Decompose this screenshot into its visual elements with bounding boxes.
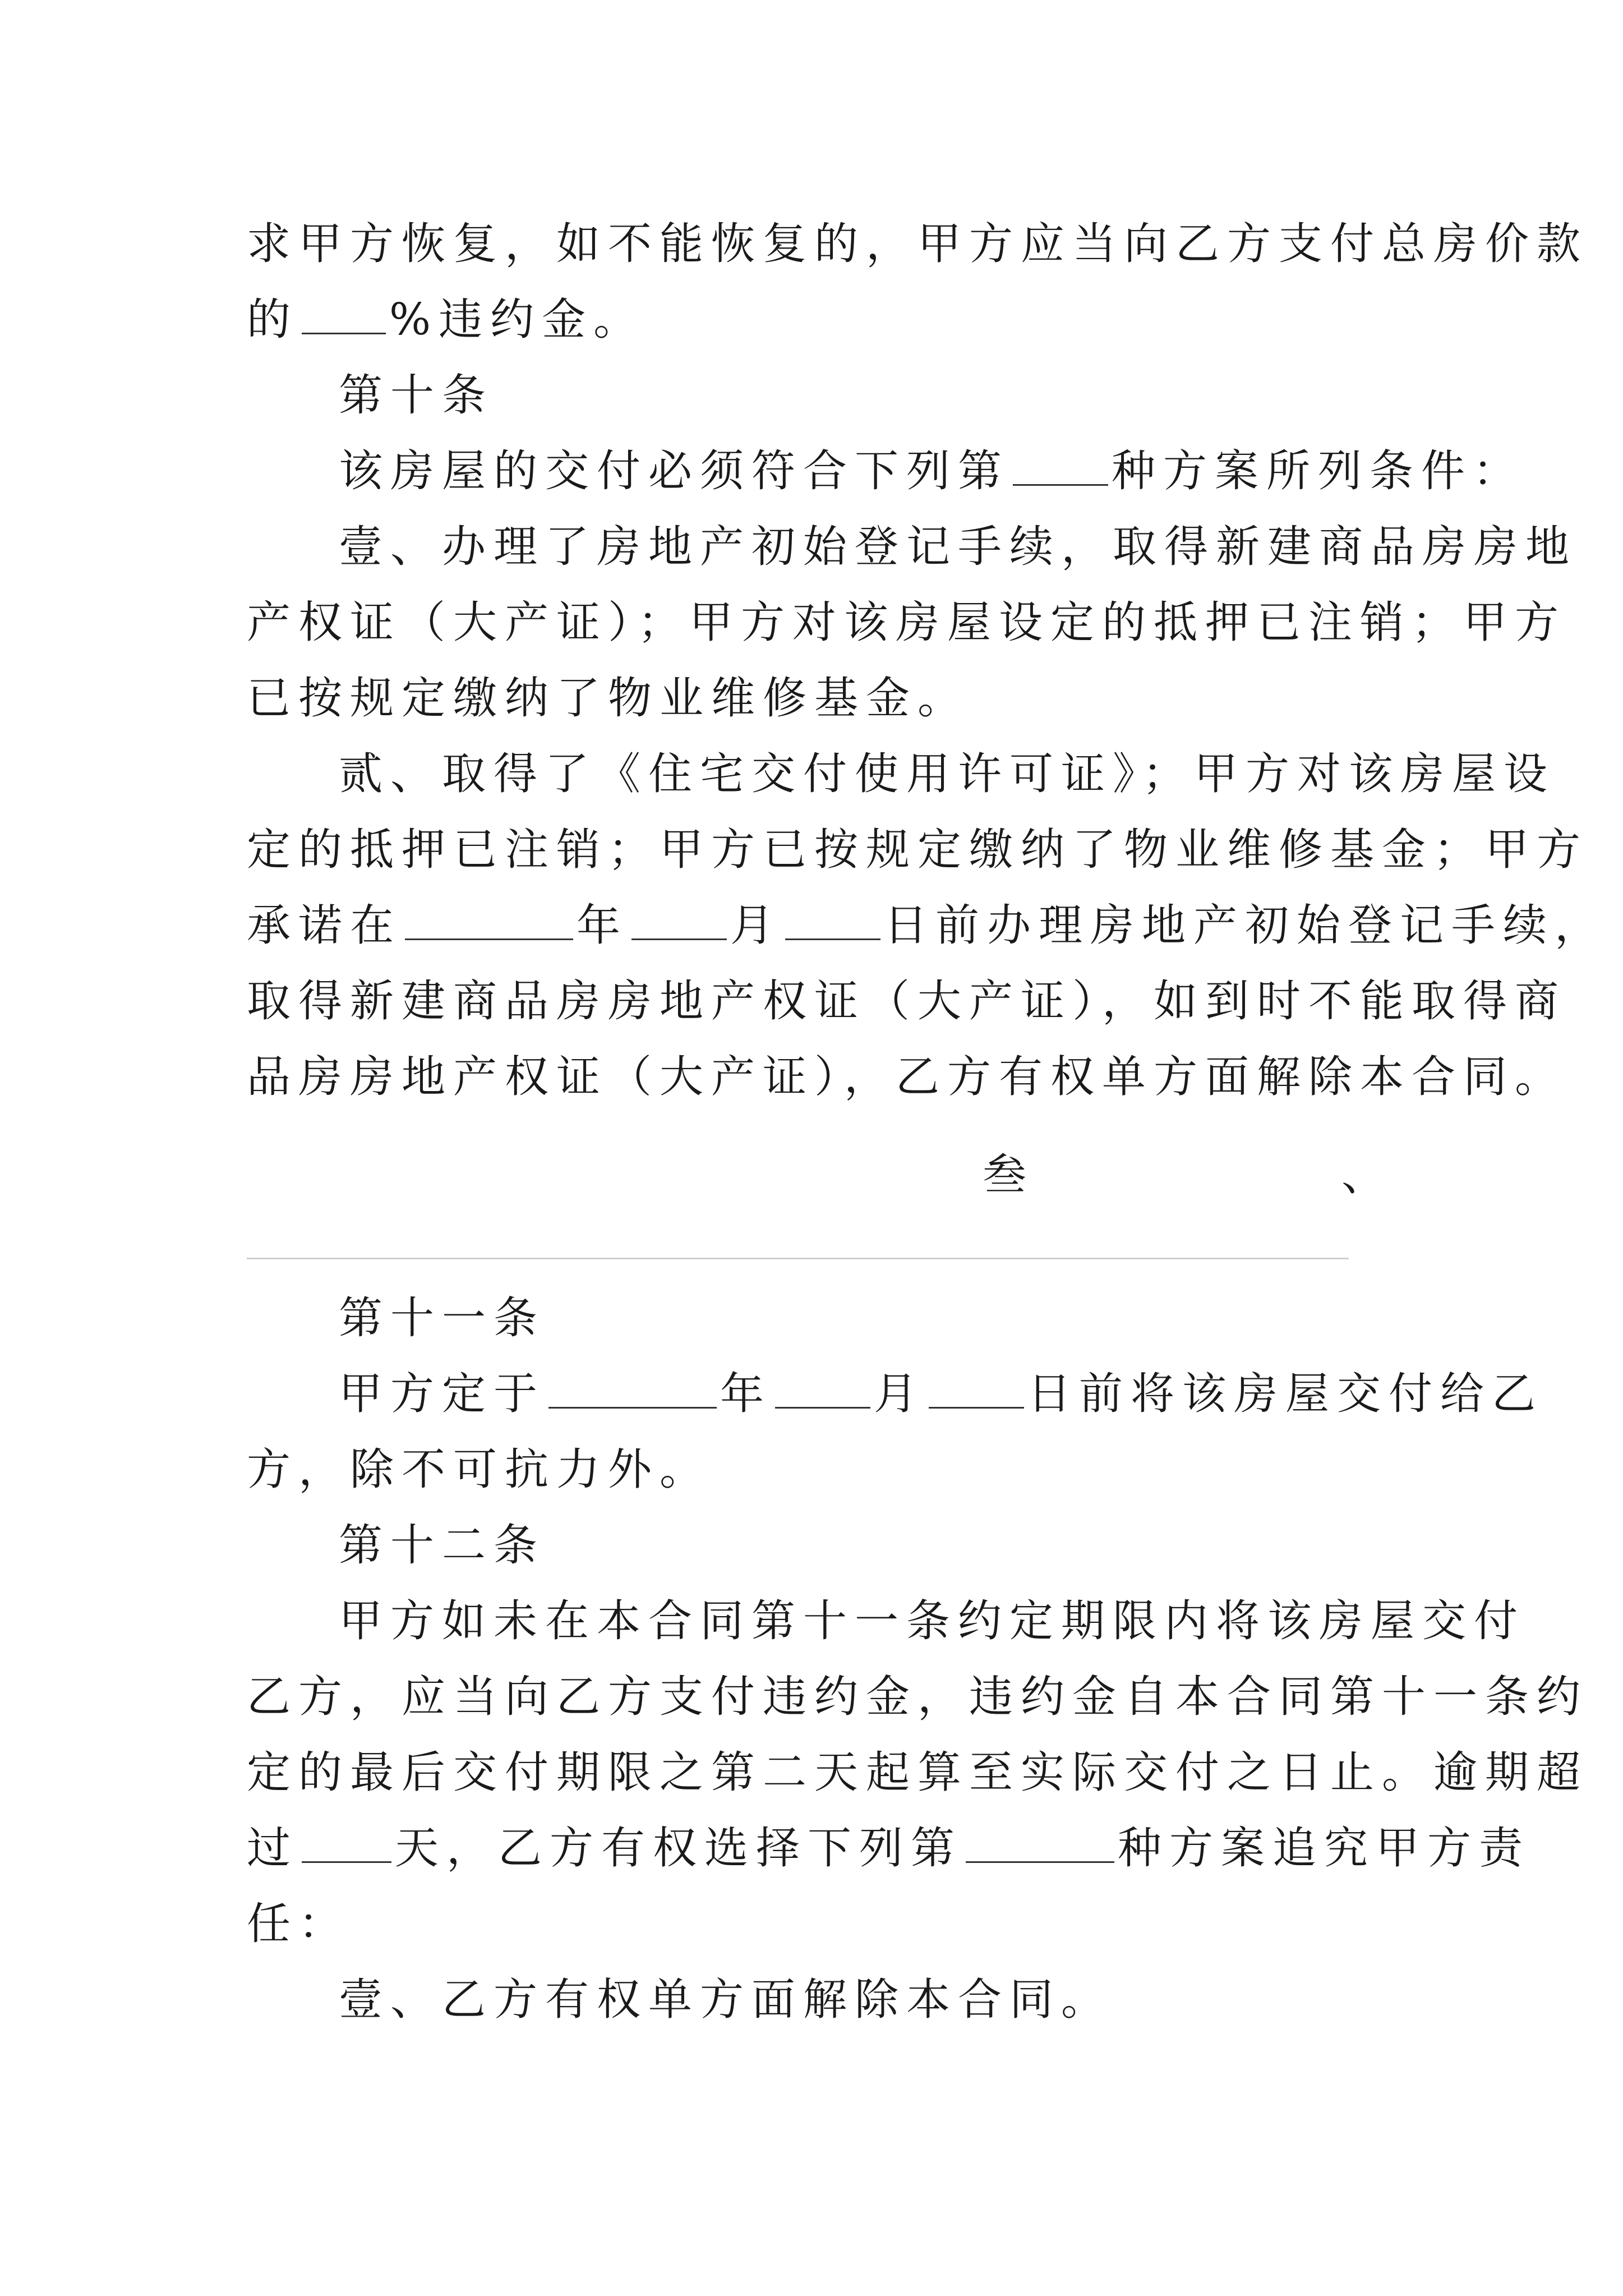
text-segment: 任：: [247, 1899, 351, 1949]
text-segment: 甲方定于: [339, 1369, 546, 1419]
article-title: 第十一条: [339, 1293, 546, 1343]
article-title: 第十二条: [339, 1520, 546, 1571]
text-segment: 日前办理房地产初始登记手续，: [884, 900, 1607, 951]
text-segment: 定的最后交付期限之第二天起算至实际交付之日止。逾期超: [247, 1747, 1589, 1798]
text-line: [339, 1593, 1526, 1655]
fill-blank-option[interactable]: [966, 1821, 1114, 1863]
text-segment: %违约金。: [389, 295, 645, 345]
fill-blank-option[interactable]: [1013, 444, 1108, 486]
text-segment: 取得新建商品房房地产权证（大产证），如到时不能取得商: [247, 976, 1567, 1027]
text-line: [339, 519, 1578, 581]
text-segment: 月: [874, 1369, 926, 1419]
text-segment: 求甲方恢复，如不能恢复的，甲方应当向乙方支付总房价款: [247, 219, 1589, 269]
text-segment: 日前将该房屋交付给乙: [1027, 1369, 1544, 1419]
text-line: [247, 216, 1589, 278]
text-segment: 承诺在: [247, 900, 402, 951]
text-segment: 种方案所列条件：: [1112, 446, 1525, 496]
text-line: [247, 595, 1567, 656]
article-heading-12: [339, 1517, 1488, 1579]
text-segment: 种方案追究甲方责: [1118, 1823, 1531, 1874]
text-segment: 定的抵押已注销；甲方已按规定缴纳了物业维修基金；甲方: [247, 825, 1589, 875]
text-line: [247, 1049, 1567, 1111]
fill-blank-month[interactable]: [775, 1366, 870, 1409]
text-segment: 贰、取得了《住宅交付使用许可证》；甲方对该房屋设: [339, 749, 1556, 799]
text-line: [339, 1972, 1488, 2033]
fill-blank-day[interactable]: [785, 898, 880, 940]
text-line: [247, 1896, 1396, 1958]
article-heading-10: [339, 367, 1488, 429]
text-line: [247, 670, 1396, 732]
article-title: 第十条: [339, 370, 494, 421]
text-line: [247, 1820, 1531, 1882]
text-segment: 方，除不可抗力外。: [247, 1444, 712, 1495]
fill-blank-year[interactable]: [548, 1366, 717, 1409]
text-segment: 壹、办理了房地产初始登记手续，取得新建商品房房地: [339, 522, 1578, 572]
fill-blank-percent[interactable]: [302, 292, 386, 334]
text-segment: 天，乙方有权选择下列第: [395, 1823, 963, 1874]
text-line: [247, 1669, 1589, 1731]
text-segment: 该房屋的交付必须符合下列第: [339, 446, 1010, 496]
text-segment: 产权证（大产证）；甲方对该房屋设定的抵押已注销；甲方: [247, 597, 1567, 648]
fill-blank-month[interactable]: [631, 898, 727, 940]
text-segment: 的: [247, 295, 299, 345]
text-segment: 已按规定缴纳了物业维修基金。: [247, 673, 970, 724]
text-segment: 月: [730, 900, 782, 951]
clause-numeral-three: 叁: [983, 1150, 1027, 1200]
section-divider: [247, 1258, 1349, 1259]
text-segment: 年: [720, 1369, 772, 1419]
text-line: [247, 898, 1607, 959]
text-segment: 乙方，应当向乙方支付违约金，违约金自本合同第十一条约: [247, 1672, 1589, 1722]
text-segment: 年: [577, 900, 629, 951]
text-line: [339, 1366, 1544, 1428]
text-line: [339, 746, 1556, 808]
article-heading-11: [339, 1290, 1488, 1352]
text-segment: 品房房地产权证（大产证），乙方有权单方面解除本合同。: [247, 1052, 1567, 1102]
text-line: [339, 443, 1525, 505]
text-line: [247, 1442, 1396, 1503]
text-line: [247, 822, 1589, 884]
clause-enumeration-comma: 、: [1341, 1150, 1386, 1200]
fill-blank-days[interactable]: [302, 1821, 391, 1863]
text-line: [247, 292, 1396, 353]
text-segment: 壹、乙方有权单方面解除本合同。: [339, 1975, 1113, 2025]
fill-blank-day[interactable]: [929, 1366, 1024, 1409]
text-line: [247, 1745, 1589, 1806]
text-segment: 甲方如未在本合同第十一条约定期限内将该房屋交付: [339, 1596, 1526, 1646]
text-segment: 过: [247, 1823, 299, 1874]
fill-blank-year[interactable]: [405, 898, 573, 940]
text-line: [247, 973, 1567, 1035]
